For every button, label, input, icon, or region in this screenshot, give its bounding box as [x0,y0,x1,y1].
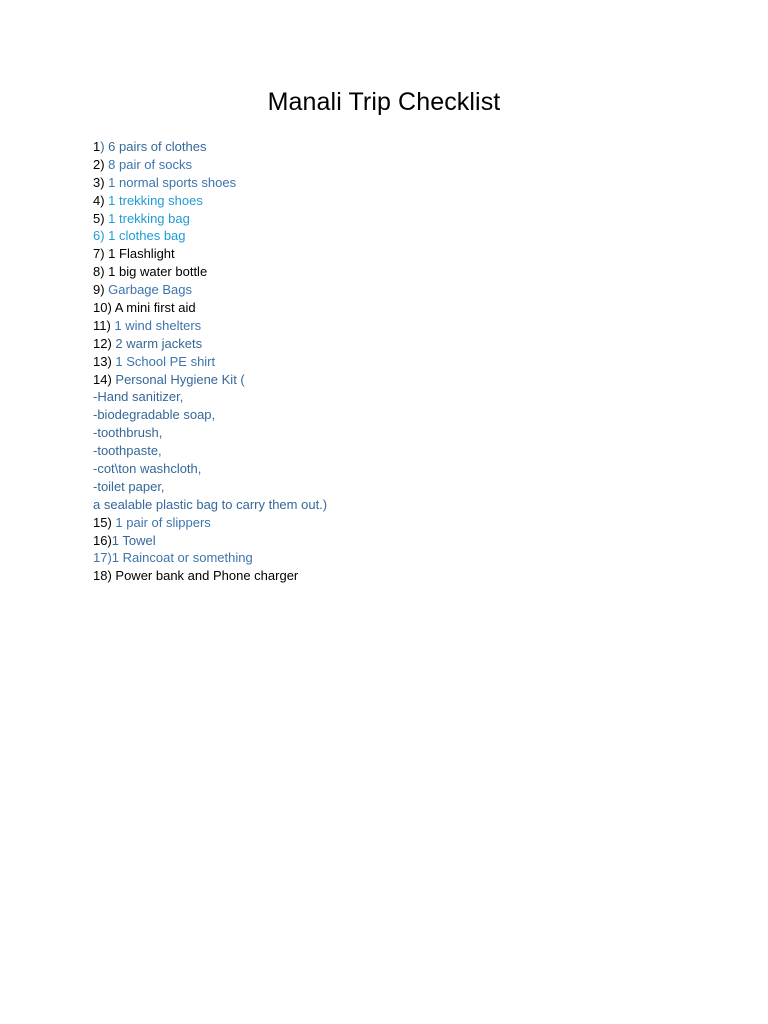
checklist-item-text: 8 pair of socks [108,156,192,172]
checklist-item-text: -toilet paper, [93,478,165,494]
checklist-item-number: 5) [93,210,109,226]
checklist-item [93,227,327,245]
checklist-item-number: 15) [93,514,116,530]
checklist-item [93,388,327,406]
checklist-item [93,192,327,210]
checklist-item-number: 7) [93,246,109,262]
checklist-item-number: 11) [93,317,115,333]
checklist-item-number: 12) [93,335,116,351]
checklist-item [93,514,327,532]
checklist-item-text: Garbage Bags [108,282,193,298]
checklist-item [93,174,327,192]
checklist-item [93,281,327,299]
checklist-item-text: 2 warm jackets [115,335,203,351]
document-title: Manali Trip Checklist [267,88,501,116]
checklist-item [93,263,327,281]
checklist-item [93,335,327,353]
checklist-item [93,371,327,389]
checklist-item-text: 1 School PE shirt [115,353,216,369]
checklist-item-text: -toothpaste, [93,443,162,459]
checklist-item [93,532,327,550]
checklist-item-text: 1 Flashlight [108,246,175,262]
checklist-item-number: 18) [93,568,116,584]
checklist-item-text: 1 trekking shoes [108,192,203,208]
checklist-item [93,406,327,424]
checklist-item [93,424,327,442]
checklist-item-number: 1 [93,139,101,154]
checklist-item-text: 6) 1 clothes bag [93,228,186,244]
checklist-item [93,245,327,263]
checklist-item-text: 1 normal sports shoes [108,174,237,190]
checklist-item-number: 3) [93,174,109,190]
checklist-item [93,478,327,496]
checklist-item-text: 1 big water bottle [108,264,208,280]
checklist-item-text: -toothbrush, [93,425,163,441]
checklist-item-number: 16) [93,532,112,548]
checklist [93,138,327,585]
checklist-item-text: 1 pair of slippers [115,514,211,530]
checklist-item [93,460,327,478]
checklist-item [93,299,327,317]
checklist-item-text: 1 Towel [111,532,156,548]
checklist-item-text: 1 wind shelters [114,317,202,333]
checklist-item-number: 9) [93,282,109,298]
checklist-item-text: -cot\ton washcloth, [93,461,202,477]
checklist-item-text: ) 6 pairs of clothes [100,139,207,154]
checklist-item [93,549,327,567]
checklist-item-text: -Hand sanitizer, [93,389,184,405]
checklist-item-text: Personal Hygiene Kit ( [115,371,245,387]
checklist-item-text: A mini first aid [114,300,196,316]
checklist-item-number: 14) [93,371,116,387]
checklist-item-text: -biodegradable soap, [93,407,216,423]
checklist-item [93,156,327,174]
checklist-item-number: 13) [93,353,116,369]
checklist-item [93,210,327,228]
checklist-item-number: 4) [93,192,109,208]
checklist-item-number: 2) [93,156,109,172]
checklist-item [93,353,327,371]
checklist-item-text: 1 trekking bag [108,210,190,226]
checklist-item-text: Power bank and Phone charger [115,568,299,584]
checklist-item-text: 17)1 Raincoat or something [93,550,253,566]
checklist-item-number: 8) [93,264,109,280]
checklist-item-text: a sealable plastic bag to carry them out.) [93,496,328,512]
checklist-item [93,138,327,156]
checklist-item [93,496,327,514]
checklist-item [93,317,327,335]
checklist-item-number: 10) [93,300,115,316]
checklist-item [93,442,327,460]
checklist-item [93,567,327,585]
